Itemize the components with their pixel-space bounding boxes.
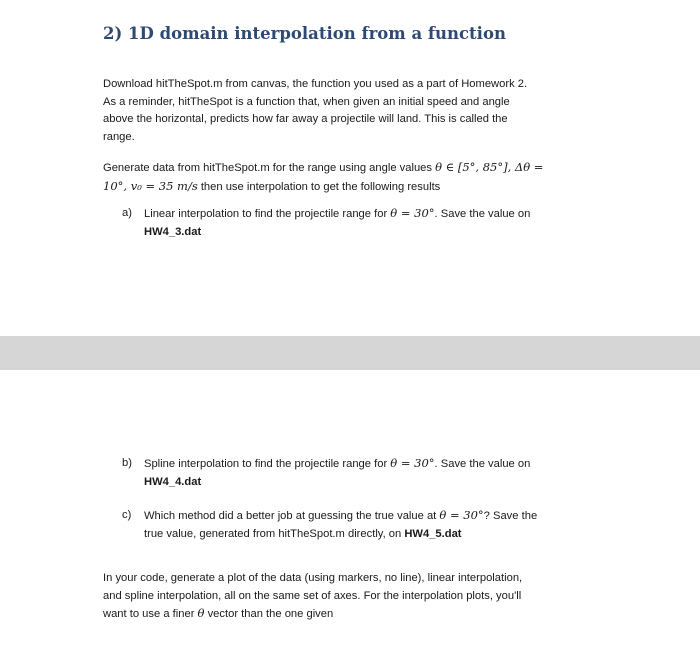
plot-text: want to use a finer — [103, 608, 198, 620]
plot-line — [103, 605, 563, 624]
intro-paragraph — [103, 76, 563, 146]
intro-line: As a reminder, hitTheSpot is a function that, when given an initial speed and angle — [103, 95, 510, 108]
plot-paragraph — [103, 570, 563, 624]
generate-line-2 — [103, 178, 563, 197]
list-item — [122, 507, 562, 543]
plot-text-end: vector than the one given — [204, 608, 334, 620]
intro-line: Download hitTheSpot.m from canvas, the function you used as a part of Homework 2. — [103, 78, 528, 90]
section-heading: 2) 1D domain interpolation from a function — [103, 24, 506, 43]
page-gap — [0, 336, 700, 370]
item-body — [144, 205, 562, 241]
theta-math: θ = 30° — [390, 206, 435, 220]
plot-line: and spline interpolation, all on the same set of axes. For the interpolation plots, you'll — [103, 589, 522, 602]
theta-math: θ = 30° — [390, 456, 435, 470]
theta-math: θ — [197, 606, 205, 620]
output-filename: HW4_3.dat — [144, 225, 202, 238]
generate-text-end: then use interpolation to get the following results — [197, 180, 441, 193]
item-suffix: . Save the value on — [434, 208, 531, 220]
item-text: Which method did a better job at guessing the true value at — [144, 510, 440, 522]
item-text: Spline interpolation to find the projectile range for — [144, 458, 391, 470]
item-label: c) — [122, 509, 132, 521]
item-label: a) — [122, 207, 132, 219]
intro-line: range. — [103, 130, 135, 143]
item-body — [144, 507, 562, 543]
item-suffix: . Save the value on — [434, 458, 531, 470]
item-text-line2: true value, generated from hitTheSpot.m directly, on — [144, 527, 405, 540]
generate-line-1 — [103, 159, 563, 178]
plot-line: In your code, generate a plot of the data (using markers, no line), linear interpolation, — [103, 572, 523, 584]
output-filename: HW4_4.dat — [144, 475, 202, 488]
list-item — [122, 455, 562, 491]
document-page-2 — [0, 370, 700, 645]
item-body — [144, 455, 562, 491]
step-speed-math: 10°, v₀ = 35 m/s — [103, 178, 198, 193]
theta-math: θ = 30° — [439, 508, 484, 522]
output-filename: HW4_5.dat — [404, 527, 462, 540]
angle-range-math: θ ∈ [5°, 85°], Δθ = — [435, 160, 544, 174]
generate-paragraph — [103, 159, 563, 196]
intro-line: above the horizontal, predicts how far away a projectile will land. This is called the — [103, 113, 508, 125]
list-item — [122, 205, 562, 241]
item-label: b) — [122, 457, 132, 469]
generate-text: Generate data from hitTheSpot.m for the range using angle values — [103, 162, 436, 174]
item-suffix: ? Save the — [483, 510, 538, 522]
item-text: Linear interpolation to find the projectile range for — [144, 208, 391, 220]
